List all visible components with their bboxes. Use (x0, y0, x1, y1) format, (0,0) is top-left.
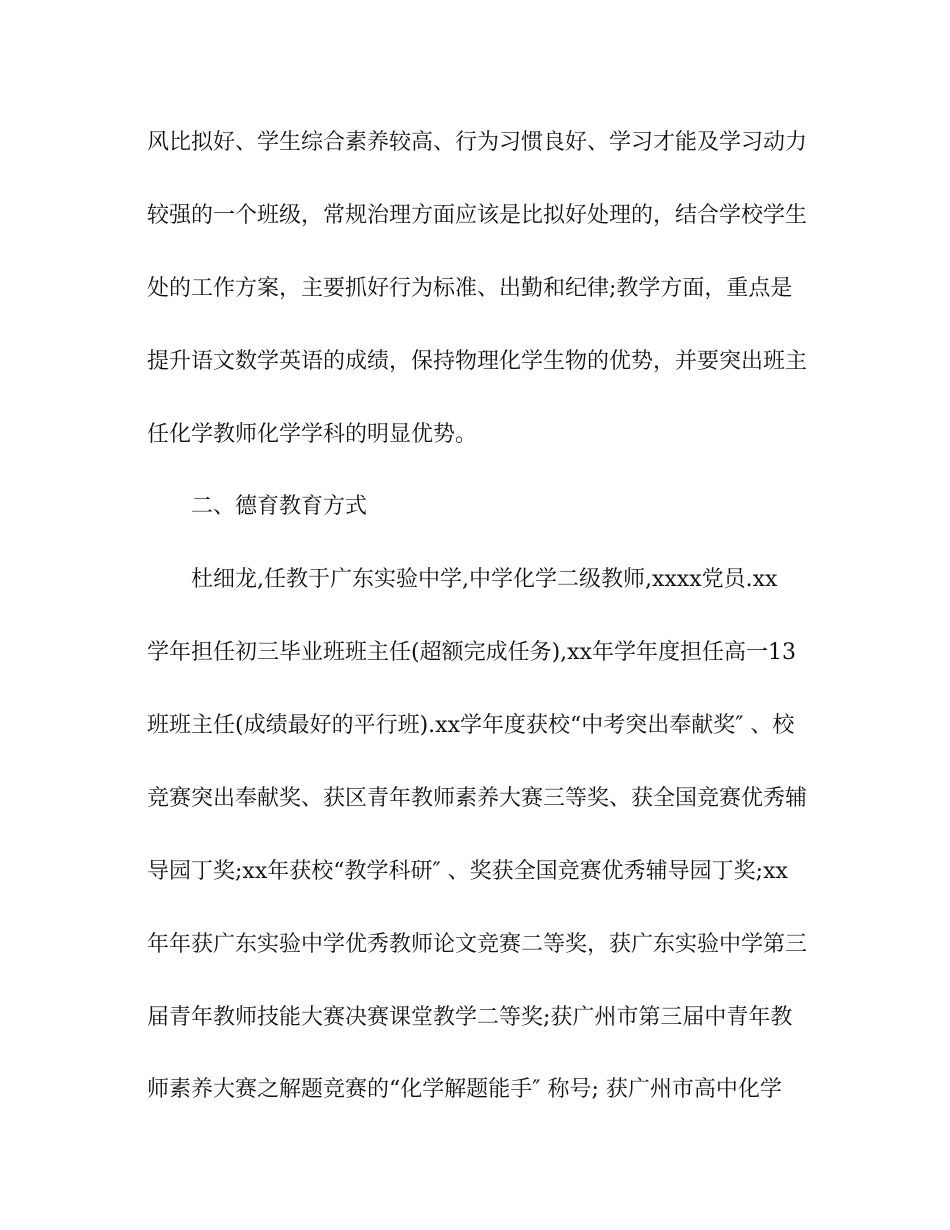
paragraph-line: 杜细龙,任教于广东实验中学,中学化学二级教师,xxxx党员.xx (191, 567, 778, 592)
paragraph-line: 导园丁奖;xx年获校“教学科研″ 、奖获全国竞赛优秀辅导园丁奖;xx (147, 859, 788, 884)
paragraph-line: 任化学教师化学学科的明显优势。 (147, 422, 478, 447)
paragraph-line: 处的工作方案，主要抓好行为标准、出勤和纪律;教学方面，重点是 (147, 276, 793, 301)
paragraph-line: 年年获广东实验中学优秀教师论文竞赛二等奖，获广东实验中学第三 (147, 932, 808, 957)
paragraph-line: 班班主任(成绩最好的平行班).xx学年度获校“中考突出奉献奖″ 、校 (147, 713, 795, 738)
paragraph-line: 风比拟好、学生综合素养较高、行为习惯良好、学习才能及学习动力 (147, 130, 808, 155)
paragraph-line: 竞赛突出奉献奖、获区青年教师素养大赛三等奖、获全国竞赛优秀辅 (147, 786, 808, 811)
paragraph-line: 届青年教师技能大赛决赛课堂教学二等奖;获广州市第三届中青年教 (147, 1005, 793, 1030)
paragraph-line: 提升语文数学英语的成绩，保持物理化学生物的优势，并要突出班主 (147, 349, 808, 374)
paragraph-line: 较强的一个班级，常规治理方面应该是比拟好处理的，结合学校学生 (147, 203, 808, 228)
paragraph-line: 师素养大赛之解题竞赛的“化学解题能手″ 称号; 获广州市高中化学 (147, 1077, 782, 1102)
section-heading: 二、德育教育方式 (191, 494, 368, 519)
paragraph-line: 学年担任初三毕业班班主任(超额完成任务),xx年学年度担任高一13 (147, 640, 796, 665)
